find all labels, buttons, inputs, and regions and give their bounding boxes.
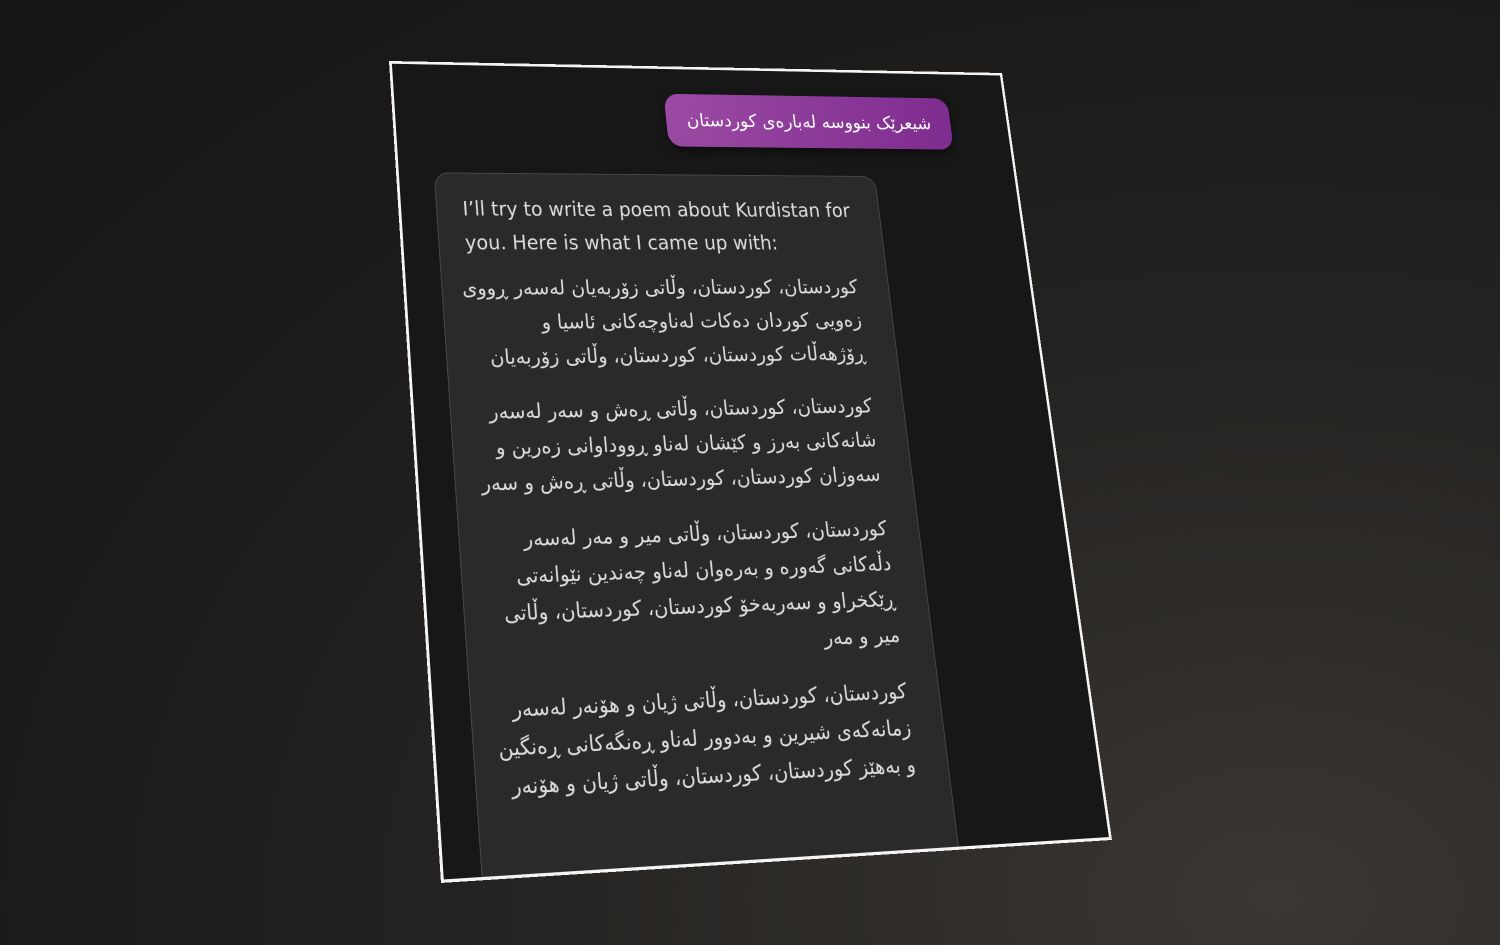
- poem-line: زەویی کوردان دەکات لەناوچەکانی ئاسیا و: [540, 308, 863, 334]
- poem-line: زمانەکەی شیرین و بەدوور لەناو ڕەنگەکانی ڕەنگین: [497, 715, 913, 762]
- poem-stanza: [497, 673, 917, 807]
- assistant-intro-text: I’ll try to write a poem about Kurdistan for you. Here is what I came up with:: [461, 197, 852, 254]
- poem-stanza: [461, 270, 868, 375]
- assistant-message-bubble: [434, 172, 968, 883]
- poem-line: کوردستان، کوردستان، وڵاتی ڕەش و سەر لەسەر: [488, 394, 874, 424]
- poem-line: کوردستان، کوردستان، وڵاتی میر و مەر لەسەر: [522, 516, 889, 552]
- chat-screen: [389, 61, 1112, 883]
- poem-stanza: [476, 389, 882, 502]
- poem-stanza: [485, 511, 902, 670]
- poem-line: سەوزان کوردستان، کوردستان، وڵاتی ڕەش و سەر: [480, 462, 882, 496]
- poem-line: و بەهێز کوردستان، کوردستان، وڵاتی ژیان و هۆنەر: [510, 752, 917, 800]
- user-message-bubble: [663, 94, 954, 150]
- user-message-text: شیعرێک بنووسە لەبارەی کوردستان: [685, 109, 933, 134]
- poem-line: دڵەکانی گەورە و بەرەوان لەناو چەندین نێوانەتی: [515, 551, 893, 589]
- poem-line: شانەکانی بەرز و کێشان لەناو ڕووداوانی زەرین و: [494, 428, 878, 460]
- poem-line: کوردستان، کوردستان، وڵاتی زۆربەیان لەسەر ڕووی: [461, 275, 859, 300]
- poem-line: ڕێکخراو و سەربەخۆ کوردستان، کوردستان، وڵاتی: [503, 587, 897, 626]
- poem-line: ڕۆژهەڵات کوردستان، کوردستان، وڵاتی زۆربەیان: [489, 342, 867, 369]
- poem-line: میر و مەر: [822, 622, 902, 650]
- poem-line: کوردستان، کوردستان، وڵاتی ژیان و هۆنەر لەسەر: [511, 678, 908, 723]
